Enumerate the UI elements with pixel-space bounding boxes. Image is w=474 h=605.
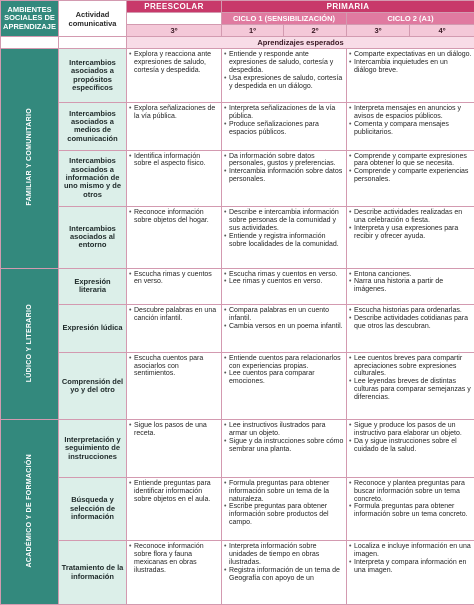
grade-label: 3º: [127, 25, 222, 37]
table-row: [1, 541, 474, 605]
table-row: [1, 352, 474, 420]
ciclo1-cell: • Formula preguntas para obtener información sobre un tema de la naturaleza. • Escribe preguntas para obtener información sobre productos del campo.: [222, 477, 347, 541]
table-row: [1, 150, 474, 206]
ciclo1-cell: • Interpreta señalizaciones de la vía pública. • Produce señalizaciones para espacios públicos.: [222, 103, 347, 150]
ciclo1-cell: • Da información sobre datos personales, gustos y preferencias. • Intercambia información sobre datos personales.: [222, 150, 347, 206]
preescolar-cell: • Reconoce información sobre objetos del hogar.: [127, 206, 222, 268]
actividad-cell: Expresión lúdica: [59, 305, 127, 352]
header-aprendizajes: Aprendizajes esperados: [127, 37, 474, 49]
header-primaria: PRIMARIA: [222, 1, 474, 13]
ciclo1-cell: • Entiende cuentos para relacionarlos con experiencias propias. • Lee cuentos para comparar emociones.: [222, 352, 347, 420]
actividad-cell: Intercambios asociados al entorno: [59, 206, 127, 268]
table-row: [1, 268, 474, 305]
ciclo2-cell: • Lee cuentos breves para compartir apreciaciones sobre expresiones culturales. • Lee leyendas breves de distintas culturas para comparar semejanzas y diferencias.: [347, 352, 474, 420]
preescolar-cell: • Sigue los pasos de una receta.: [127, 420, 222, 477]
ciclo1-cell: • Escucha rimas y cuentos en verso. • Lee rimas y cuentos en verso.: [222, 268, 347, 305]
preescolar-cell: • Explora y reacciona ante expresiones de saludo, cortesía y despedida.: [127, 49, 222, 103]
ciclo2-cell: • Sigue y produce los pasos de un instructivo para elaborar un objeto. • Da y sigue instrucciones sobre el cuidado de la salud.: [347, 420, 474, 477]
preescolar-cell: • Explora señalizaciones de la vía pública.: [127, 103, 222, 150]
table-row: [1, 206, 474, 268]
preescolar-cell: • Entiende preguntas para identificar información sobre objetos en el aula.: [127, 477, 222, 541]
actividad-cell: Búsqueda y selección de información: [59, 477, 127, 541]
preescolar-cell: • Escucha cuentos para asociarlos con sentimientos.: [127, 352, 222, 420]
actividad-cell: Intercambios asociados a medios de comunicación: [59, 103, 127, 150]
ambiente-ludico: LÚDICO Y LITERARIO: [1, 268, 59, 420]
preescolar-cell: • Descubre palabras en una canción infantil.: [127, 305, 222, 352]
actividad-cell: Intercambios asociados a información de uno mismo y de otros: [59, 150, 127, 206]
ciclo2-cell: • Comparte expectativas en un diálogo. • Intercambia inquietudes en un diálogo breve.: [347, 49, 474, 103]
ciclo2-cell: • Reconoce y plantea preguntas para buscar información sobre un tema concreto. • Formula preguntas para obtener información sobre un tema concreto.: [347, 477, 474, 541]
header-actividad: Actividad comunicativa: [59, 1, 127, 37]
ciclo2-cell: • Describe actividades realizadas en una celebración o fiesta. • Interpreta y usa expresiones para recibir y ofrecer ayuda.: [347, 206, 474, 268]
table-row: [1, 49, 474, 103]
ciclo2-cell: • Localiza e incluye información en una imagen. • Interpreta y compara información en una imagen.: [347, 541, 474, 605]
actividad-cell: Intercambios asociados a propósitos específicos: [59, 49, 127, 103]
grade-label: 1º: [222, 25, 284, 37]
ambiente-familiar: FAMILIAR Y COMUNITARIO: [1, 49, 59, 269]
ciclo1-cell: • Interpreta información sobre unidades de tiempo en obras ilustradas. • Registra información de un tema de Geografía con apoyo de un: [222, 541, 347, 605]
header-ambientes: AMBIENTES SOCIALES DE APRENDIZAJE: [1, 1, 59, 37]
table-row: [1, 477, 474, 541]
table-row: [1, 420, 474, 477]
ciclo2-cell: • Interpreta mensajes en anuncios y avisos de espacios públicos. • Comenta y compara mensajes publicitarios.: [347, 103, 474, 150]
header-ciclo-2: CICLO 2 (A1): [347, 13, 474, 25]
preescolar-cell: • Escucha rimas y cuentos en verso.: [127, 268, 222, 305]
ciclo1-cell: • Describe e intercambia información sobre personas de la comunidad y sus actividades. • Entiende y registra información sobre localidades de la comunidad.: [222, 206, 347, 268]
actividad-cell: Comprensión del yo y del otro: [59, 352, 127, 420]
ciclo1-cell: • Compara palabras en un cuento infantil. • Cambia versos en un poema infantil.: [222, 305, 347, 352]
ciclo2-cell: • Escucha historias para ordenarlas. • Describe actividades cotidianas para que otros las descubran.: [347, 305, 474, 352]
ciclo1-cell: • Lee instructivos ilustrados para armar un objeto. • Sigue y da instrucciones sobre cómo sembrar una planta.: [222, 420, 347, 477]
ciclo2-cell: • Entona canciones. • Narra una historia a partir de imágenes.: [347, 268, 474, 305]
table-row: [1, 103, 474, 150]
grade-label: 3º: [347, 25, 410, 37]
preescolar-cell: • Identifica información sobre el aspecto físico.: [127, 150, 222, 206]
grade-label: 4º: [410, 25, 474, 37]
header-ciclo-1: CICLO 1 (SENSIBILIZACIÓN): [222, 13, 347, 25]
grade-label: 2º: [284, 25, 347, 37]
preescolar-cell: • Reconoce información sobre flora y fauna mexicanas en obras ilustradas.: [127, 541, 222, 605]
table-row: [1, 305, 474, 352]
actividad-cell: Tratamiento de la información: [59, 541, 127, 605]
ambiente-academico: ACADÉMICO Y DE FORMACIÓN: [1, 420, 59, 605]
actividad-cell: Interpretación y seguimiento de instrucciones: [59, 420, 127, 477]
ciclo1-cell: • Entiende y responde ante expresiones de saludo, cortesía y despedida. • Usa expresiones de saludo, cortesía y despedida en un diálogo.: [222, 49, 347, 103]
ciclo2-cell: • Comprende y comparte expresiones para obtener lo que se necesita. • Comprende y comparte experiencias personales.: [347, 150, 474, 206]
header-preescolar: PREESCOLAR: [127, 1, 222, 13]
actividad-cell: Expresión literaria: [59, 268, 127, 305]
